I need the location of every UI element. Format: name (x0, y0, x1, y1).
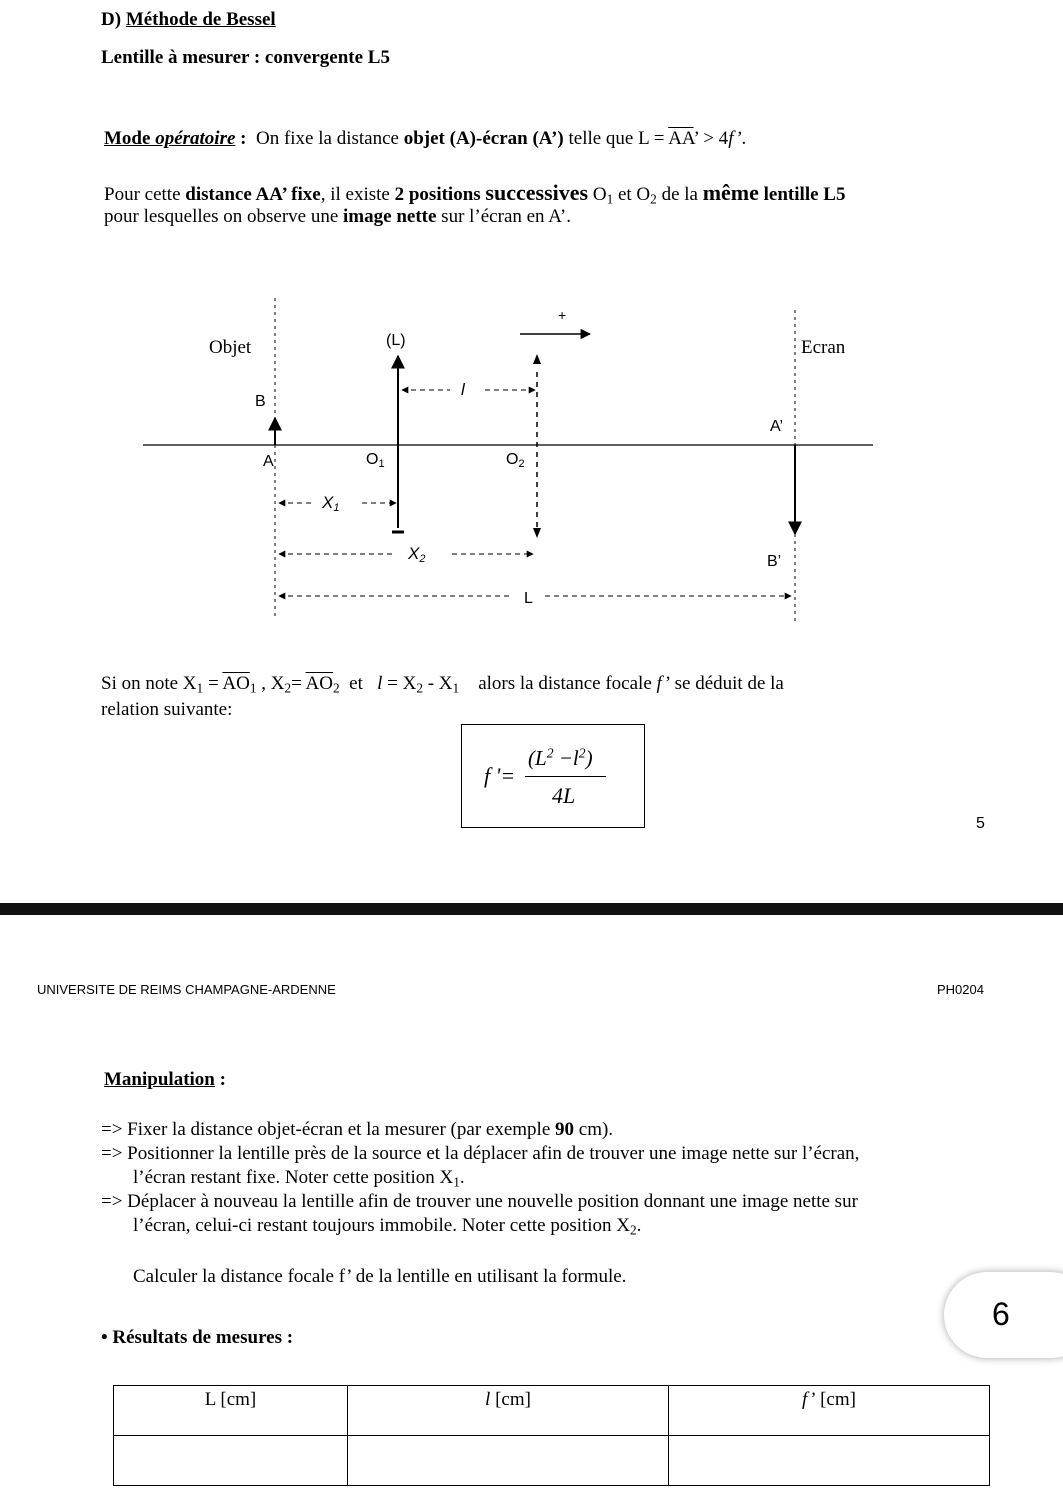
formula-denominator: 4L (552, 783, 576, 808)
label-O1: O1 (366, 451, 385, 470)
label-B: B (255, 393, 266, 410)
label-L: L (524, 590, 533, 607)
manipulation-title: Manipulation : (104, 1069, 226, 1090)
label-Aprime: A’ (770, 418, 784, 435)
label-plus: + (558, 307, 567, 323)
lens-o2-bottom-arrow (533, 528, 541, 538)
relation-line2: relation suivante: (101, 699, 233, 720)
paragraph-line1: Pour cette distance AA’ fixe, il existe 2 positions successives $O_1$ et $O_2$ de la même lentille L5 (104, 180, 846, 207)
relation-line1: Si on note $X_1 = \overline{AO}_1$ , $X_2= \overline{AO}_2$ et $l = X_2 - X_1$ alors la distance focale f’ se déduit de la (101, 673, 784, 696)
cell-L[interactable] (114, 1436, 348, 1486)
section-heading: D) Méthode de Bessel (101, 9, 276, 30)
table-header-row (114, 1386, 990, 1436)
label-X2: X2 (408, 544, 426, 565)
header-f: f’ [cm] (669, 1386, 990, 1436)
calc-instruction: Calculer la distance focale f’ de la lentille en utilisant la formule. (133, 1266, 627, 1287)
results-table (113, 1385, 990, 1486)
page-number-badge (944, 1272, 1063, 1358)
bessel-diagram (0, 290, 1063, 630)
label-lens: (L) (386, 332, 406, 349)
page-separator (0, 903, 1063, 915)
table-row (114, 1436, 990, 1486)
page-number-6: 6 (992, 1296, 1010, 1332)
label-objet: Objet (209, 337, 252, 358)
lens-o2-top-arrow (533, 354, 541, 364)
label-Bprime: B’ (767, 553, 782, 570)
header-L: L [cm] (114, 1386, 348, 1436)
step-3: => Déplacer à nouveau la lentille afin de trouver une nouvelle position donnant une image nette sur (101, 1191, 858, 1212)
formula-box (461, 724, 645, 828)
label-l: l (461, 380, 465, 399)
step-2: => Positionner la lentille près de la source et la déplacer afin de trouver une image nette sur l’écran, (101, 1143, 860, 1164)
step-2-cont: l’écran restant fixe. Noter cette position $X_1$. (133, 1167, 465, 1190)
results-title: • Résultats de mesures : (101, 1327, 294, 1348)
label-A: A (263, 453, 274, 470)
university-header: UNIVERSITE DE REIMS CHAMPAGNE-ARDENNE (37, 982, 336, 997)
step-3-cont: l’écran, celui-ci restant toujours immobile. Noter cette position $X_2$. (133, 1215, 642, 1238)
cell-l[interactable] (348, 1436, 669, 1486)
mode-operatoire: Mode opératoire : On fixe la distance objet (A)-écran (A’) telle que $L = \overline{AA}$’ > 4f’. (104, 128, 747, 149)
label-O2: O2 (506, 451, 525, 470)
mode-label: Mode opératoire (104, 128, 236, 149)
formula-fraction-line (525, 776, 606, 777)
page-number-5: 5 (976, 815, 985, 832)
course-code: PH0204 (937, 982, 984, 997)
manipulation-steps (101, 1118, 859, 1238)
paragraph-line2: pour lesquelles on observe une image nette sur l’écran en A’. (104, 206, 571, 227)
cell-f[interactable] (669, 1436, 990, 1486)
formula-numerator: $(L^2 -l^2)$ (528, 745, 593, 770)
formula-lhs: f '= (484, 763, 516, 788)
label-X1: X1 (322, 493, 340, 514)
section-title: Méthode de Bessel (125, 9, 276, 30)
label-ecran: Ecran (801, 337, 846, 358)
header-l: l [cm] (348, 1386, 669, 1436)
step-1: => Fixer la distance objet-écran et la mesurer (par exemple 90 cm). (101, 1119, 614, 1140)
lens-line: Lentille à mesurer : convergente L5 (101, 47, 390, 68)
